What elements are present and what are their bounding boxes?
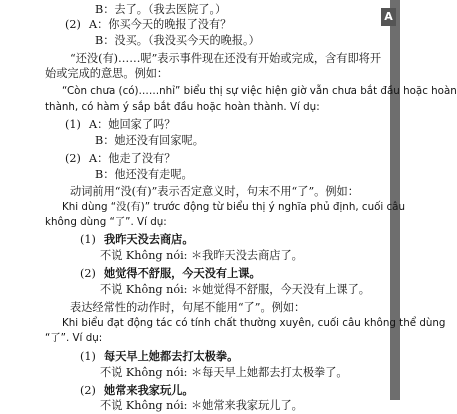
dialog-line: (2) A：你买今天的晚报了没有？ [65, 18, 232, 31]
explanation-vi: thành, có hàm ý sắp bắt đầu hoặc hoàn thành. Ví dụ: [45, 101, 320, 113]
example-sentence: (2) 她觉得不舒服，今天没有上课。 [80, 266, 261, 280]
explanation-vi: Khi biểu đạt động tác có tính chất thường xuyên, cuối câu không thể dùng [62, 317, 446, 329]
incorrect-example: 不说 Không nói: ＊她觉得不舒服，今天没有上课了。 [100, 283, 370, 296]
section-tab: A [381, 8, 396, 26]
example-sentence: (1) 每天早上她都去打太极拳。 [80, 349, 239, 363]
explanation-vi: Khi dùng “没(有)” trước động từ biểu thị ý nghĩa phủ định, cuối câu [62, 201, 406, 213]
incorrect-example: 不说 Không nói: ＊每天早上她都去打太极拳了。 [100, 366, 348, 379]
dialog-line: B：她还没有回家呢。 [95, 134, 204, 147]
explanation-zh: “还没(有)……呢”表示事件现在还没有开始或完成，含有即将开 [70, 52, 382, 65]
dialog-line: B：去了。（我去医院了。） [95, 3, 227, 16]
incorrect-example: 不说 Không nói: ＊我昨天没去商店了。 [100, 249, 303, 262]
dialog-line: B：没买。（我没买今天的晚报。） [95, 34, 260, 47]
explanation-zh: 动词前用“没(有)”表示否定意义时，句末不用“了”。例如： [70, 185, 359, 198]
explanation-zh: 始或完成的意思。例如： [45, 67, 169, 80]
incorrect-example: 不说 Không nói: ＊她常来我家玩儿了。 [100, 399, 303, 412]
example-sentence: (2) 她常来我家玩儿。 [80, 383, 194, 397]
dialog-line: (2) A：他走了没有？ [65, 152, 176, 165]
example-sentence: (1) 我昨天没去商店。 [80, 232, 194, 246]
explanation-vi: không dùng “了”. Ví dụ: [45, 216, 167, 228]
explanation-zh: 表达经常性的动作时，句尾不能用“了”。例如： [70, 301, 306, 314]
explanation-vi: “了”. Ví dụ: [45, 332, 103, 344]
dialog-line: B：他还没有走呢。 [95, 168, 193, 181]
explanation-vi: “Còn chưa (có)……nhỉ” biểu thị sự việc hiện giờ vẫn chưa bắt đầu hoặc hoàn [62, 85, 457, 97]
dialog-line: (1) A：她回家了吗？ [65, 118, 176, 131]
